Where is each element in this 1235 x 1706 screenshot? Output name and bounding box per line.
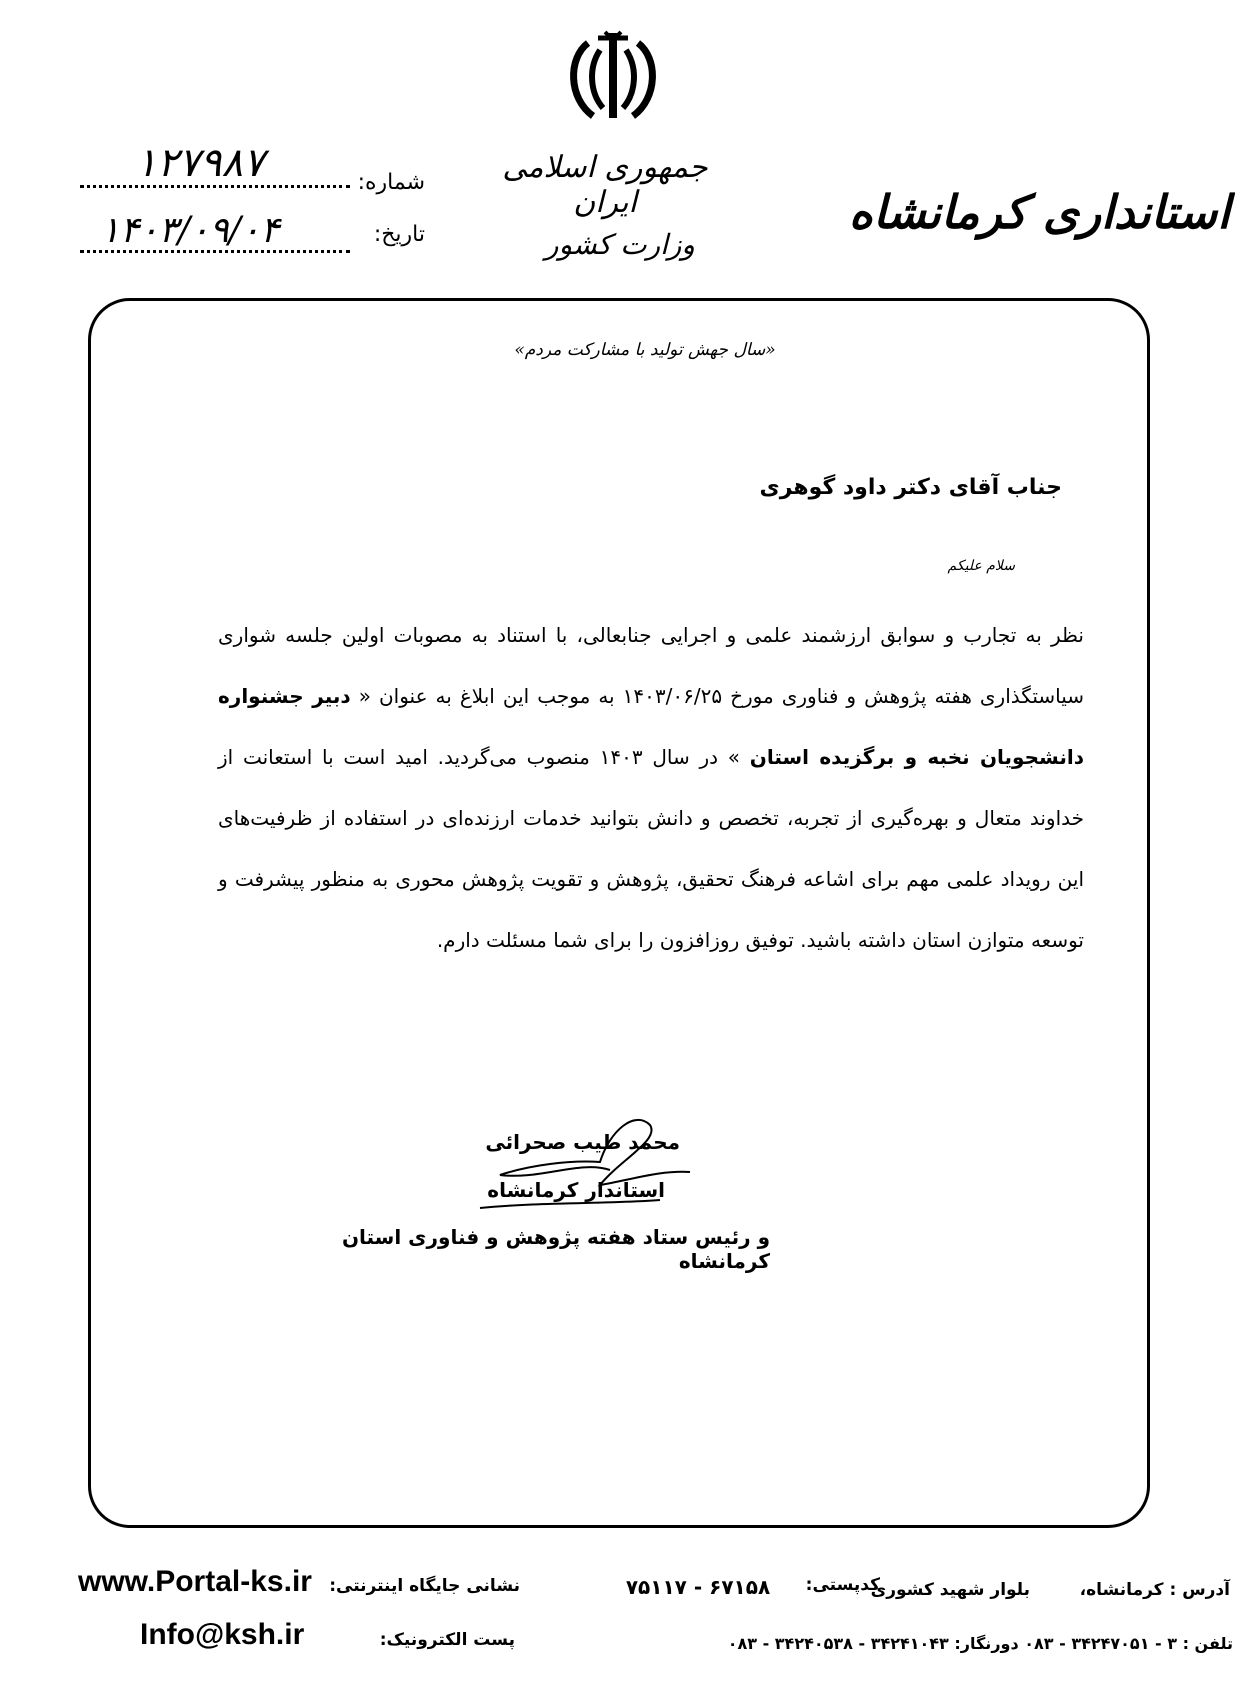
motto: «سال جهش تولید با مشارکت مردم» [514, 340, 776, 360]
number-label: شماره: [357, 170, 425, 195]
address-street: بلوار شهید کشوری [870, 1580, 1030, 1600]
addressee: جناب آقای دکتر داود گوهری [759, 475, 1062, 500]
date-dotted-line [80, 250, 350, 253]
number-dotted-line [80, 185, 350, 188]
email-link[interactable]: Info@ksh.ir [140, 1618, 305, 1651]
greeting: سلام علیکم [947, 558, 1015, 574]
number-value: ۱۲۷۹۸۷ [135, 140, 265, 186]
signer-name: محمد طیب صحرائی [485, 1130, 680, 1154]
website-label: نشانی جایگاه اینترنتی: [329, 1576, 520, 1596]
ministry-title: وزارت کشور [545, 228, 695, 261]
website-link[interactable]: www.Portal-ks.ir [78, 1565, 312, 1598]
postal-code-label: کدپستی: [805, 1575, 880, 1595]
handwritten-signature [460, 1100, 720, 1220]
date-label: تاریخ: [373, 222, 425, 247]
republic-title: جمهوری اسلامی ایران [502, 150, 708, 220]
body-bold-role: دبیر جشنواره دانشجویان نخبه و برگزیده استان [218, 684, 1084, 769]
office-title: استانداری کرمانشاه [848, 185, 1230, 239]
date-value: ۱۴۰۳/۰۹/۰۴ [100, 210, 280, 251]
signer-subtitle: و رئیس ستاد هفته پژوهش و فناوری استان کرمانشاه [341, 1225, 770, 1273]
body-text-1: نظر به تجارب و سوابق ارزشمند علمی و اجرایی جنابعالی، با استناد به مصوبات اولین جلسه شوارى سياستگذارى هفته پژوهش و فناورى مورخ ۱۴۰۳/۰۶/۲۵ به موجب اين ابلاغ به عنوان « [218, 623, 1084, 708]
letter-body [218, 605, 1084, 971]
email-label: پست الکترونیک: [379, 1630, 515, 1650]
body-text-2: » در سال ۱۴۰۳ منصوب می‌گردید. امید است با استعانت از خداوند متعال و بهره‌گیری از تجربه، تخصص و دانش بتوانید خدمات ارزنده‌ای در استفاده از ظرفیت‌های این رویداد علمی مهم برای اشاعه فرهنگ تحقیق، پژوهش و تقویت پژوهش محوری به منظور پیشرفت و توسعه متوازن استان داشته باشید. توفیق روزافزون را برای شما مسئلت دارم. [218, 745, 1084, 952]
address-label: آدرس : کرمانشاه، [1079, 1580, 1230, 1600]
iran-emblem-icon [558, 28, 668, 128]
phone-fax-line: تلفن : ۳ - ۳۴۲۴۷۰۵۱ - ۰۸۳ دورنگار: ۳۴۲۴۱۰۴۳ - ۳۴۲۴۰۵۳۸ - ۰۸۳ [727, 1634, 1233, 1653]
signer-title: استاندار کرمانشاه [487, 1178, 665, 1202]
postal-code-value: ۶۷۱۵۸ - ۷۵۱۱۷ [625, 1575, 771, 1599]
